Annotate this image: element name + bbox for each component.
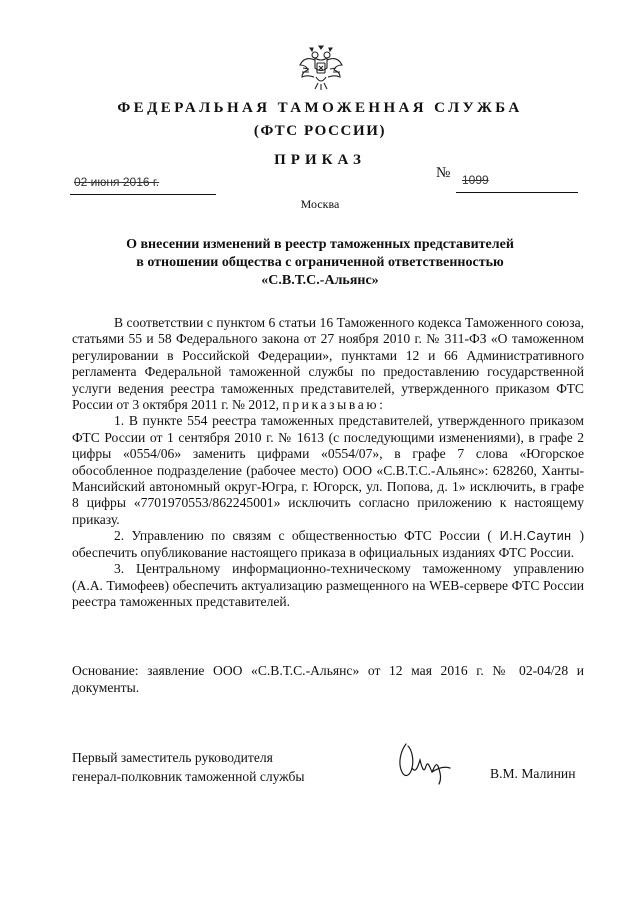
handwritten-signature-icon bbox=[392, 738, 472, 788]
subject-line: О внесении изменений в реестр таможенных представителей bbox=[126, 237, 514, 252]
preamble-paragraph bbox=[72, 315, 584, 413]
order-item-1: 1. В пункте 554 реестра таможенных представителей, утвержденного приказом ФТС России от 1 сентября 2010 г. № 1613 (с последующими изменениями), в графе 2 цифры «0554/06» заменить цифрами «0554/07», в графе 7 слова «Югорское обособленное подразделение (рабочее место) ООО «С.В.Т.С.-Альянс»: 628260, Ханты-Мансийский автономный округ-Югра, г. Югорск, ул. Попова, д. 1» исключить, в графе 8 цифры «7701970553/862245001» исключить согласно приложению к настоящему приказу. bbox=[72, 413, 584, 527]
issue-city: Москва bbox=[300, 197, 340, 211]
order-number: 1099 bbox=[462, 173, 489, 187]
order-word: приказываю: bbox=[282, 397, 386, 413]
item2-text-after: ) обеспечить опубликование настоящего приказа в официальных изданиях ФТС России. bbox=[72, 528, 584, 560]
signatory-name: В.М. Малинин bbox=[490, 766, 576, 781]
item2-text-before: 2. Управлению по связям с общественностью ФТС России ( bbox=[114, 528, 492, 544]
signatory-title bbox=[72, 748, 305, 786]
number-sign: № bbox=[436, 165, 451, 181]
responsible-name: И.Н.Саутин bbox=[491, 529, 580, 544]
preamble-text: В соответствии с пунктом 6 статьи 16 Таможенного кодекса Таможенного союза, статьями 55 и 58 Федерального закона от 27 ноября 2010 г. № 311-ФЗ «О таможенном регулировании в Российской Федерации», пунктами 12 и 66 Административного регламента Федеральной таможенной службы по предоставлению государственной услуги ведения реестра таможенных представителей, утвержденного приказом ФТС России от 3 октября 2011 г. № 2012, bbox=[72, 315, 584, 413]
order-item-2 bbox=[72, 528, 584, 561]
basis-paragraph: Основание: заявление ООО «С.В.Т.С.-Альянс» от 12 мая 2016 г. № 02-04/28 и документы. bbox=[72, 663, 584, 695]
order-item-3: 3. Центральному информационно-техническому таможенному управлению (А.А. Тимофеев) обеспечить актуализацию размещенного на WEB-сервере ФТС России реестра таможенных представителей. bbox=[72, 561, 584, 609]
agency-name: ФЕДЕРАЛЬНАЯ ТАМОЖЕННАЯ СЛУЖБА bbox=[117, 100, 523, 116]
subject-line: «С.В.Т.С.-Альянс» bbox=[261, 273, 379, 288]
order-date: 02 июня 2016 г. bbox=[74, 175, 160, 189]
coat-of-arms-icon bbox=[298, 43, 344, 93]
signatory-title-line: Первый заместитель руководителя bbox=[72, 750, 273, 765]
signatory-title-line: генерал-полковник таможенной службы bbox=[72, 769, 305, 784]
document-type: ПРИКАЗ bbox=[274, 152, 366, 168]
order-subject bbox=[80, 236, 560, 290]
subject-line: в отношении общества с ограниченной ответственностью bbox=[136, 255, 504, 270]
order-body bbox=[72, 315, 584, 610]
agency-short-name: (ФТС РОССИИ) bbox=[253, 123, 387, 139]
